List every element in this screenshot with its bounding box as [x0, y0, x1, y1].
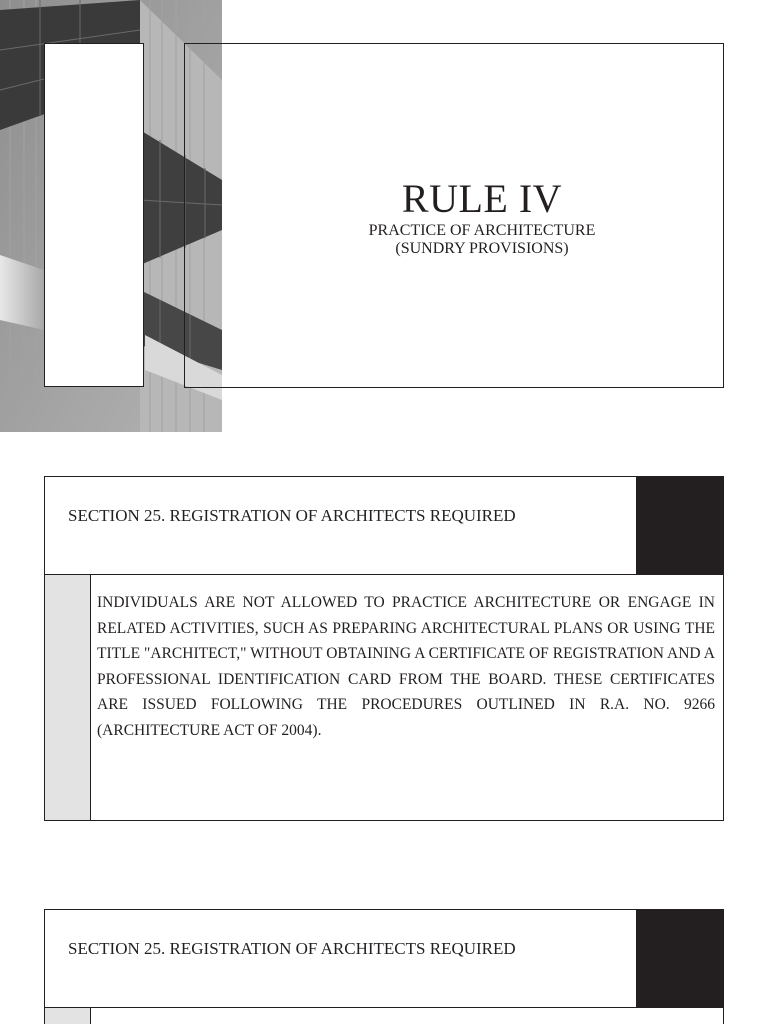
section-body-text: INDIVIDUALS ARE NOT ALLOWED TO PRACTICE ARCHITECTURE OR ENGAGE IN RELATED ACTIVITIES, SUCH AS PREPARING ARCHITECTURAL PLANS OR USING THE TITLE "ARCHITECT," WITHOUT OBTAINING A CERTIFICATE OF REGISTRATION AND A PROFESSIONAL IDENTIFICATION CARD FROM THE BOARD. THESE CERTIFICATES ARE ISSUED FOLLOWING THE PROCEDURES OUTLINED IN R.A. NO. 9266 (ARCHITECTURE ACT OF 2004). [97, 594, 715, 739]
header-accent-block [636, 910, 723, 1009]
section-body [44, 1008, 724, 1024]
section-heading: SECTION 25. REGISTRATION OF ARCHITECTS REQUIRED [68, 939, 516, 958]
body-side-bar [45, 575, 91, 820]
body-side-bar [45, 1008, 91, 1024]
section-header [44, 909, 724, 1008]
title-block [240, 176, 724, 258]
white-panel [44, 43, 144, 387]
header-accent-block [636, 477, 723, 576]
slide-subtitle-line2: (SUNDRY PROVISIONS) [395, 240, 569, 257]
section-body [44, 575, 724, 821]
section-heading: SECTION 25. REGISTRATION OF ARCHITECTS REQUIRED [68, 506, 516, 525]
section-header [44, 476, 724, 575]
slide-subtitle-line1: PRACTICE OF ARCHITECTURE [368, 222, 596, 239]
slide-title: RULE IV [401, 176, 563, 221]
